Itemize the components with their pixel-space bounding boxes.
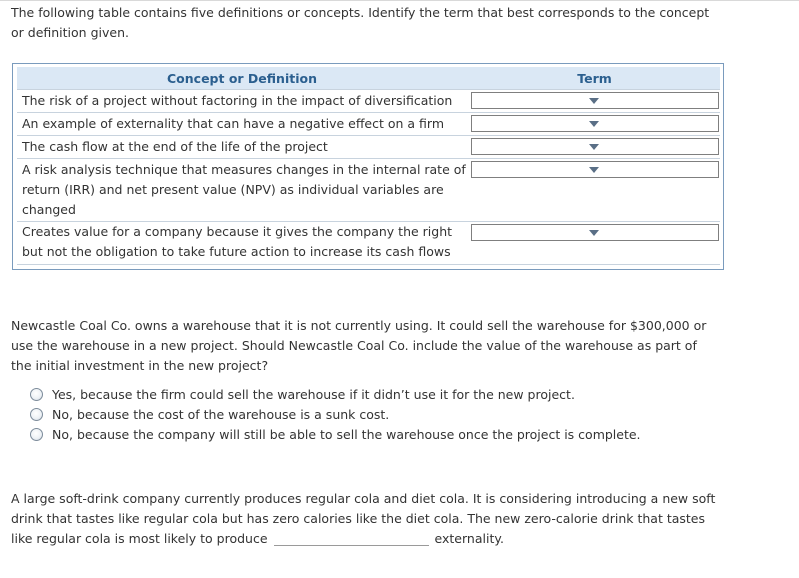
question-warehouse: Newcastle Coal Co. owns a warehouse that it is not currently using. It could sell the warehouse for $300,000 or use the warehouse in a new project. Should Newcastle Coal Co. include the value of the warehouse as part of the initial investment in the new project? <box>11 318 707 373</box>
header-concept: Concept or Definition <box>167 71 317 86</box>
table-row <box>17 222 720 264</box>
option-label[interactable]: No, because the company will still be able to sell the warehouse once the project is complete. <box>52 427 641 442</box>
fill-in-blank[interactable] <box>274 531 429 546</box>
chevron-down-icon <box>589 98 599 104</box>
option-label[interactable]: No, because the cost of the warehouse is a sunk cost. <box>52 407 390 422</box>
chevron-down-icon <box>589 144 599 150</box>
term-dropdown[interactable] <box>471 115 719 132</box>
table-row <box>17 136 720 158</box>
chevron-down-icon <box>589 121 599 127</box>
concept-cell: Creates value for a company because it gives the company the right but not the obligation to take future action to increase its cash flows <box>22 224 453 259</box>
table-row <box>17 159 720 221</box>
question-text: A large soft-drink company currently produces regular cola and diet cola. It is considering introducing a new soft drink that tastes like regular cola but has zero calories like the diet cola. The new zero-calorie drink that tastes like regular cola is most likely to produce <box>11 491 716 546</box>
question-text-end: externality. <box>434 531 504 546</box>
radio-button[interactable] <box>30 388 43 401</box>
chevron-down-icon <box>589 230 599 236</box>
concept-cell: The risk of a project without factoring in the impact of diversification <box>22 93 453 108</box>
table-header <box>17 67 720 89</box>
concept-cell: The cash flow at the end of the life of the project <box>22 139 328 154</box>
concept-cell: An example of externality that can have a negative effect on a firm <box>22 116 445 131</box>
concept-cell: A risk analysis technique that measures changes in the internal rate of return (IRR) and net present value (NPV) as individual variables are changed <box>22 162 466 217</box>
term-dropdown[interactable] <box>471 138 719 155</box>
term-dropdown[interactable] <box>471 161 719 178</box>
table-row <box>17 113 720 135</box>
chevron-down-icon <box>589 167 599 173</box>
intro-text: The following table contains five definitions or concepts. Identify the term that best corresponds to the concept or definition given. <box>11 5 710 40</box>
header-term: Term <box>577 71 612 86</box>
radio-button[interactable] <box>30 428 43 441</box>
row-divider <box>17 264 720 265</box>
definitions-table <box>12 63 724 270</box>
term-dropdown[interactable] <box>471 92 719 109</box>
top-divider <box>0 0 799 1</box>
term-dropdown[interactable] <box>471 224 719 241</box>
question-externality <box>11 489 721 549</box>
table-row <box>17 90 720 112</box>
option-label[interactable]: Yes, because the firm could sell the warehouse if it didn’t use it for the new project. <box>52 387 575 402</box>
radio-button[interactable] <box>30 408 43 421</box>
